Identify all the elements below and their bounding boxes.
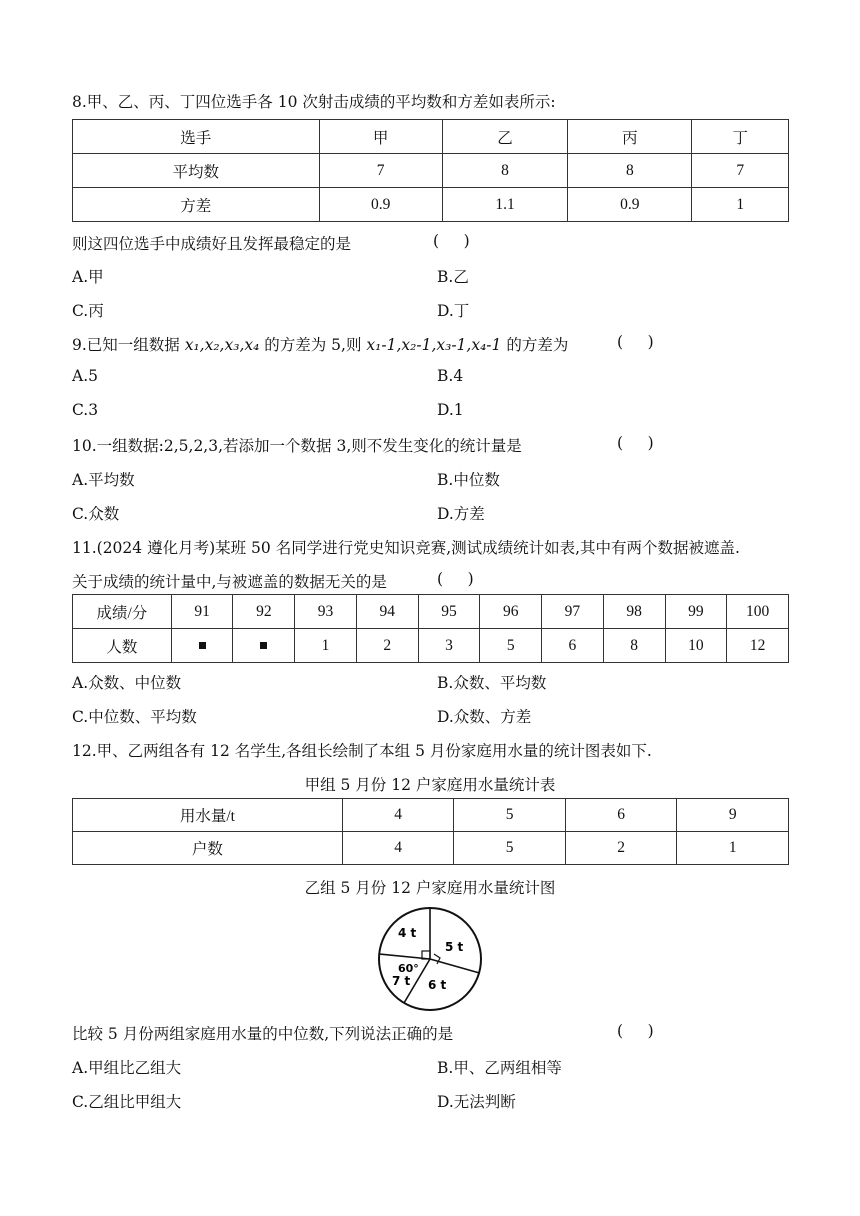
hidden-data-cell (171, 629, 233, 663)
option-a[interactable]: A.众数、中位数 (72, 674, 182, 692)
q11-stem-line2: 关于成绩的统计量中,与被遮盖的数据无关的是 (72, 573, 387, 591)
right-angle-mark-2 (434, 954, 440, 964)
q8-table (72, 119, 789, 222)
table-cell: 6 (565, 799, 677, 832)
answer-bracket: ( ) (617, 333, 654, 351)
q9-data-shift: x₁-1,x₂-1,x₃-1,x₄-1 (366, 336, 502, 354)
table-cell: 8 (568, 154, 692, 188)
table-cell: 丙 (568, 120, 692, 154)
table-cell: 5 (454, 799, 566, 832)
table-cell: 0.9 (319, 188, 442, 222)
table-cell: 97 (542, 595, 604, 629)
table-cell: 平均数 (73, 154, 320, 188)
option-b[interactable]: B.甲、乙两组相等 (437, 1059, 562, 1077)
q9-stem-prefix: 9.已知一组数据 (72, 336, 185, 354)
option-a[interactable]: A.甲组比乙组大 (72, 1059, 182, 1077)
table-cell: 1 (677, 832, 789, 865)
table-cell: 人数 (73, 629, 172, 663)
option-c[interactable]: C.丙 (72, 302, 104, 320)
answer-bracket: ( ) (433, 232, 470, 250)
table-cell: 96 (480, 595, 542, 629)
q12-table (72, 798, 789, 865)
answer-bracket: ( ) (437, 570, 474, 588)
option-b[interactable]: B.4 (437, 367, 464, 385)
table-cell: 选手 (73, 120, 320, 154)
q12-table-title: 甲组 5 月份 12 户家庭用水量统计表 (304, 776, 556, 794)
option-c[interactable]: C.乙组比甲组大 (72, 1093, 182, 1111)
q12-question: 比较 5 月份两组家庭用水量的中位数,下列说法正确的是 (72, 1025, 454, 1043)
table-cell: 1 (295, 629, 357, 663)
pie-label-7t: 7 t (392, 974, 411, 988)
option-d[interactable]: D.1 (437, 401, 464, 419)
hidden-data-cell (233, 629, 295, 663)
option-c[interactable]: C.中位数、平均数 (72, 708, 197, 726)
option-d[interactable]: D.无法判断 (437, 1093, 516, 1111)
table-cell: 用水量/t (73, 799, 343, 832)
table-cell: 98 (603, 595, 665, 629)
pie-divider-5t-6t (430, 959, 480, 973)
q11-table (72, 594, 789, 663)
pie-angle-label: 60° (398, 962, 419, 975)
table-cell: 1 (692, 188, 789, 222)
q9-data-set: x₁,x₂,x₃,x₄ (184, 336, 260, 354)
pie-chart (374, 903, 486, 1015)
table-cell: 12 (727, 629, 789, 663)
table-cell: 91 (171, 595, 233, 629)
table-cell: 甲 (319, 120, 442, 154)
table-cell: 9 (677, 799, 789, 832)
table-cell: 99 (665, 595, 727, 629)
pie-label-4t: 4 t (398, 926, 417, 940)
table-cell: 8 (603, 629, 665, 663)
option-d[interactable]: D.方差 (437, 505, 485, 523)
table-cell: 7 (692, 154, 789, 188)
cover-square-icon (260, 642, 267, 649)
table-cell: 2 (356, 629, 418, 663)
pie-label-6t: 6 t (428, 978, 447, 992)
table-cell: 5 (454, 832, 566, 865)
table-cell: 10 (665, 629, 727, 663)
cover-square-icon (199, 642, 206, 649)
table-cell: 3 (418, 629, 480, 663)
q12-stem: 12.甲、乙两组各有 12 名学生,各组长绘制了本组 5 月份家庭用水量的统计图表如下. (72, 742, 652, 760)
table-cell: 户数 (73, 832, 343, 865)
table-cell: 8 (442, 154, 567, 188)
answer-bracket: ( ) (617, 434, 654, 452)
table-cell: 93 (295, 595, 357, 629)
table-cell: 7 (319, 154, 442, 188)
pie-label-5t: 5 t (445, 940, 464, 954)
q9-stem-suffix: 的方差为 (501, 336, 569, 354)
table-cell: 5 (480, 629, 542, 663)
option-b[interactable]: B.众数、平均数 (437, 674, 547, 692)
option-a[interactable]: A.平均数 (72, 471, 135, 489)
q12-chart-title: 乙组 5 月份 12 户家庭用水量统计图 (304, 879, 556, 897)
option-b[interactable]: B.乙 (437, 268, 469, 286)
table-cell: 方差 (73, 188, 320, 222)
option-c[interactable]: C.3 (72, 401, 99, 419)
option-d[interactable]: D.众数、方差 (437, 708, 532, 726)
option-d[interactable]: D.丁 (437, 302, 470, 320)
table-cell: 95 (418, 595, 480, 629)
table-cell: 4 (342, 799, 454, 832)
table-cell: 1.1 (442, 188, 567, 222)
q9-stem-mid: 的方差为 5,则 (259, 336, 367, 354)
option-c[interactable]: C.众数 (72, 505, 120, 523)
option-b[interactable]: B.中位数 (437, 471, 500, 489)
table-cell: 100 (727, 595, 789, 629)
table-cell: 丁 (692, 120, 789, 154)
answer-bracket: ( ) (617, 1022, 654, 1040)
option-a[interactable]: A.甲 (72, 268, 104, 286)
q9-stem (72, 333, 568, 355)
q10-stem: 10.一组数据:2,5,2,3,若添加一个数据 3,则不发生变化的统计量是 (72, 437, 522, 455)
table-cell: 0.9 (568, 188, 692, 222)
table-cell: 成绩/分 (73, 595, 172, 629)
table-cell: 6 (542, 629, 604, 663)
q8-stem: 8.甲、乙、丙、丁四位选手各 10 次射击成绩的平均数和方差如表所示: (72, 93, 556, 111)
table-cell: 94 (356, 595, 418, 629)
option-a[interactable]: A.5 (72, 367, 98, 385)
q11-stem-line1: 11.(2024 遵化月考)某班 50 名同学进行党史知识竞赛,测试成绩统计如表,其中有两个数据被遮盖. (72, 539, 740, 557)
table-cell: 2 (565, 832, 677, 865)
table-cell: 乙 (442, 120, 567, 154)
q8-question: 则这四位选手中成绩好且发挥最稳定的是 (72, 235, 352, 253)
table-cell: 4 (342, 832, 454, 865)
table-cell: 92 (233, 595, 295, 629)
